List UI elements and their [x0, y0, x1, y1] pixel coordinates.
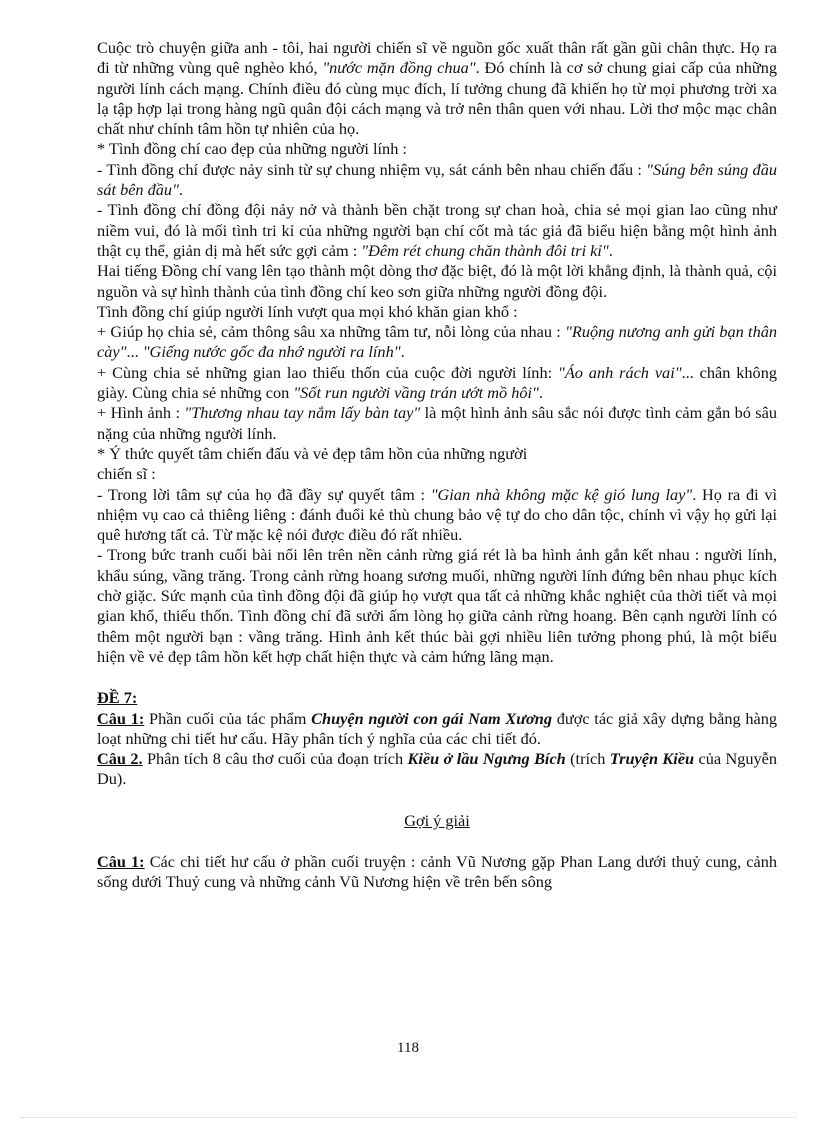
paragraph: Tình đồng chí giúp người lính vượt qua mọi khó khăn gian khổ :	[97, 301, 518, 321]
paragraph: Hai tiếng Đồng chí vang lên tạo thành một dòng thơ đặc biệt, đó là một lời khẳng định, là thành quả, cội nguồn và sự hình thành của tình đồng chí keo sơn giữa những người đồng đội.	[97, 261, 777, 301]
paragraph: - Trong lời tâm sự của họ đã đầy sự quyết tâm : "Gian nhà không mặc kệ gió lung lay". Họ ra đi vì nhiệm vụ cao cả thiêng liêng : đánh đuổi kẻ thù chung bảo vệ tự do cho dân tộc, chính vì vậy họ gửi lại quê hương tất cả. Từ mặc kệ nói được điều đó rất nhiều.	[97, 484, 777, 545]
exam-heading: ĐỀ 7:	[97, 688, 138, 708]
paragraph: - Tình đồng chí đồng đội nảy nở và thành bền chặt trong sự chan hoà, chia sẻ mọi gian lao cũng như niềm vui, đó là mối tình tri kỉ của những người bạn chí cốt mà tác giả đã biểu hiện bằng một hình ảnh thật cụ thể, giản dị mà hết sức gợi cảm : "Đêm rét chung chăn thành đôi tri kỉ".	[97, 200, 777, 260]
answer-paragraph: Câu 1: Các chi tiết hư cấu ở phần cuối truyện : cảnh Vũ Nương gặp Phan Lang dưới thuỷ cung, cảnh sống dưới Thuỷ cung và những cảnh Vũ Nương hiện về trên bến sông	[97, 851, 778, 892]
document-body	[97, 38, 777, 893]
spacer	[97, 831, 777, 852]
paragraph: Cuộc trò chuyện giữa anh - tôi, hai người chiến sĩ về nguồn gốc xuất thân rất gần gũi chân thực. Họ ra đi từ những vùng quê nghèo khó, "nước mặn đồng chua". Đó chính là cơ sở chung giai cấp của những người lính cách mạng. Chính điều đó cùng mục đích, lí tưởng chung đã khiến họ từ mọi phương trời xa lạ tập hợp lại trong hàng ngũ quân đội cách mạng và trở nên thân quen với nhau. Lời thơ mộc mạc chân chất như chính tâm hồn tự nhiên của họ.	[97, 38, 777, 139]
exam-question-1: Câu 1: Phần cuối của tác phẩm Chuyện người con gái Nam Xương được tác giả xây dựng bằng hàng loạt những chi tiết hư cấu. Hãy phân tích ý nghĩa của các chi tiết đó.	[97, 708, 778, 748]
paragraph: chiến sĩ :	[97, 464, 156, 484]
paragraph: + Hình ảnh : "Thương nhau tay nắm lấy bàn tay" là một hình ảnh sâu sắc nói được tình cảm gắn bó sâu nặng của những người lính.	[97, 403, 777, 443]
paragraph: * Ý thức quyết tâm chiến đấu và vẻ đẹp tâm hồn của những người	[97, 443, 528, 463]
page-edge-divider	[20, 1117, 796, 1118]
paragraph: + Cùng chia sẻ những gian lao thiếu thốn của cuộc đời người lính: "Áo anh rách vai"... chân không giày. Cùng chia sẻ những con "Sốt run người vầng trán ướt mồ hôi".	[97, 362, 777, 403]
spacer	[97, 667, 777, 688]
answer-heading: Gợi ý giải	[404, 810, 470, 830]
page-number: 118	[397, 1040, 419, 1056]
paragraph: * Tình đồng chí cao đẹp của những người lính :	[97, 139, 407, 159]
paragraph: + Giúp họ chia sẻ, cảm thông sâu xa những tâm tư, nỗi lòng của nhau : "Ruộng nương anh gửi bạn thân cày"... "Giếng nước gốc đa nhớ người ra lính".	[97, 322, 777, 362]
spacer	[97, 790, 777, 811]
paragraph: - Tình đồng chí được nảy sinh từ sự chung nhiệm vụ, sát cánh bên nhau chiến đấu : "Súng bên súng đầu sát bên đầu".	[97, 159, 777, 200]
paragraph: - Trong bức tranh cuối bài nổi lên trên nền cảnh rừng giá rét là ba hình ảnh gắn kết nhau : người lính, khẩu súng, vầng trăng. Trong cảnh rừng hoang sương muối, những người lính đứng bên nhau phục kích chờ giặc. Sức mạnh của tình đồng đội đã giúp họ vượt qua tất cả những khắc nghiệt của thời tiết và mọi gian khổ, thiếu thốn. Tình đồng chí đã sưởi ấm lòng họ giữa cảnh rừng hoang. Bên cạnh người lính có thêm một người bạn : vầng trăng. Hình ảnh kết thúc bài gợi nhiều liên tưởng phong phú, là một biểu hiện về vẻ đẹp tâm hồn kết hợp chất hiện thực và cảm hứng lãng mạn.	[97, 545, 777, 666]
exam-question-2: Câu 2. Phân tích 8 câu thơ cuối của đoạn trích Kiều ở lầu Ngưng Bích (trích Truyện Kiều của Nguyễn Du).	[97, 749, 777, 789]
